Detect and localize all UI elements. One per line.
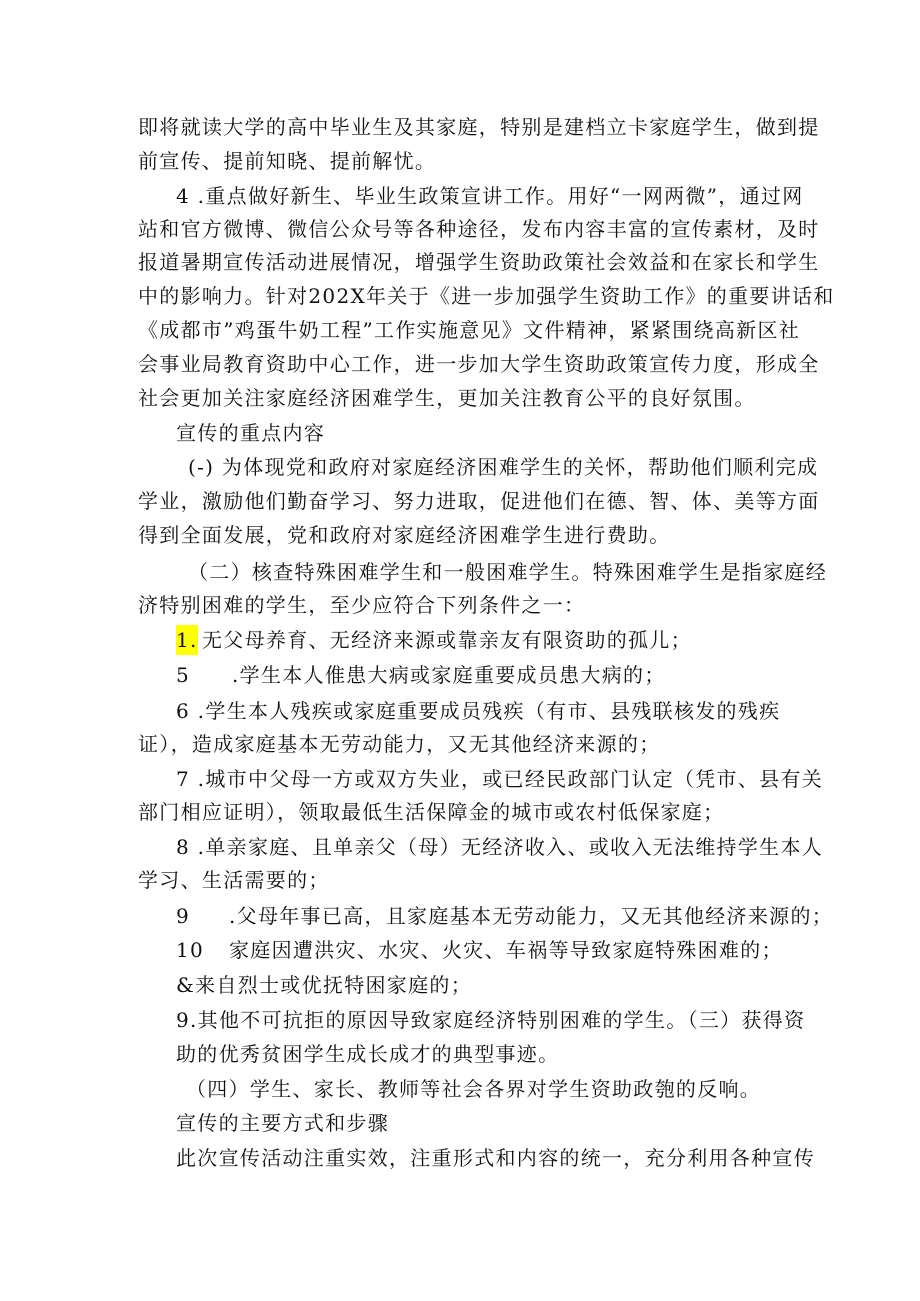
text-line: 站和官方微博、微信公众号等各种途径，发布内容丰富的宣传素材，及时: [138, 217, 820, 241]
text-line: （四）学生、家长、教师等社会各界对学生资助政匏的反响。: [186, 1077, 762, 1101]
text-line: 会事业局教育资助中心工作，进一步加大学生资助政策宣传力度，形成全: [138, 352, 820, 376]
text-line: 9.其他不可抗拒的原因导致家庭经济特别困难的学生。（三）获得资: [176, 1008, 806, 1032]
text-line: 7 .城市中父母一方或双方失业，或已经民政部门认定（凭市、县有关: [176, 767, 824, 791]
list-number: 10: [176, 938, 205, 962]
highlighted-number: 1.: [176, 625, 198, 655]
text-line: 前宣传、提前知晓、提前解忧。: [138, 149, 437, 173]
text-line: 证），造成家庭基本无劳动能力，又无其他经济来源的；: [138, 732, 661, 756]
text-line: .父母年事已高，且家庭基本无劳动能力，又无其他经济来源的；: [229, 904, 834, 928]
text-line: 学业，激励他们勤奋学习、努力进取，促进他们在德、智、体、美等方面: [138, 489, 820, 513]
text-line: 部门相应证明），领取最低生活保障金的城市或农村低保家庭；: [138, 800, 725, 824]
text-line: &来自烈士或优抚特困家庭的；: [176, 973, 473, 997]
text-line: 学习、生活需要的；: [138, 868, 330, 892]
text-line: .学生本人倠患大病或家庭重要成员患大病的；: [232, 663, 666, 687]
text-line: 中的影响力。针对202X年关于《进一步加强学生资助工作》的重要讲话和: [138, 284, 835, 308]
text-line: 济特别困难的学生，至少应符合下列条件之一：: [138, 593, 586, 617]
text-line: (-) 为体现党和政府对家庭经济困难学生的关怀，帮助他们顺利完成: [188, 455, 819, 479]
text-line: 此次宣传活动注重实效，注重形式和内容的统一，充分利用各种宣传: [176, 1146, 815, 1170]
list-number: 9: [176, 904, 191, 928]
text-line: （二）核查特殊困难学生和一般困难学生。特殊困难学生是指家庭经: [188, 560, 827, 584]
section-heading: 宣传的重点内容: [176, 421, 326, 445]
text-line: 社会更加关注家庭经济困难学生，更加关注教育公平的良好氛围。: [138, 386, 756, 410]
text-line: 助的优秀贫困学生成长成才的典型事迹。: [176, 1042, 560, 1066]
text-line: 得到全面发展，党和政府对家庭经济困难学生进行费助。: [138, 523, 671, 547]
section-heading: 宣传的主要方式和步骤: [176, 1111, 389, 1135]
text-line: 即将就读大学的高中毕业生及其家庭，特别是建档立卡家庭学生，做到提: [138, 115, 820, 139]
list-number: 5: [176, 663, 191, 687]
text-line: 《成都市”鸡蛋牛奶工程”工作实施意见》文件精神，紧紧围绕高新区社: [138, 318, 801, 342]
text-line: 家庭因遭洪灾、水灾、火灾、车祸等导致家庭特殊困难的；: [229, 938, 783, 962]
text-line: 4 .重点做好新生、毕业生政策宣讲工作。用好“一网两微”，通过网: [176, 184, 804, 208]
text-line: 报道暑期宣传活动进展情况，增强学生资助政策社会效益和在家长和学生: [138, 250, 820, 274]
text-line: 无父母养育、无经济来源或靠亲友有限资助的孤儿；: [202, 628, 692, 652]
text-line: 6 .学生本人残疾或家庭重要成员残疾（有市、县残联核发的残疾: [176, 699, 781, 723]
text-line: 8 .单亲家庭、且单亲父（母）无经济收入、或收入无法维持学生本人: [176, 835, 824, 859]
